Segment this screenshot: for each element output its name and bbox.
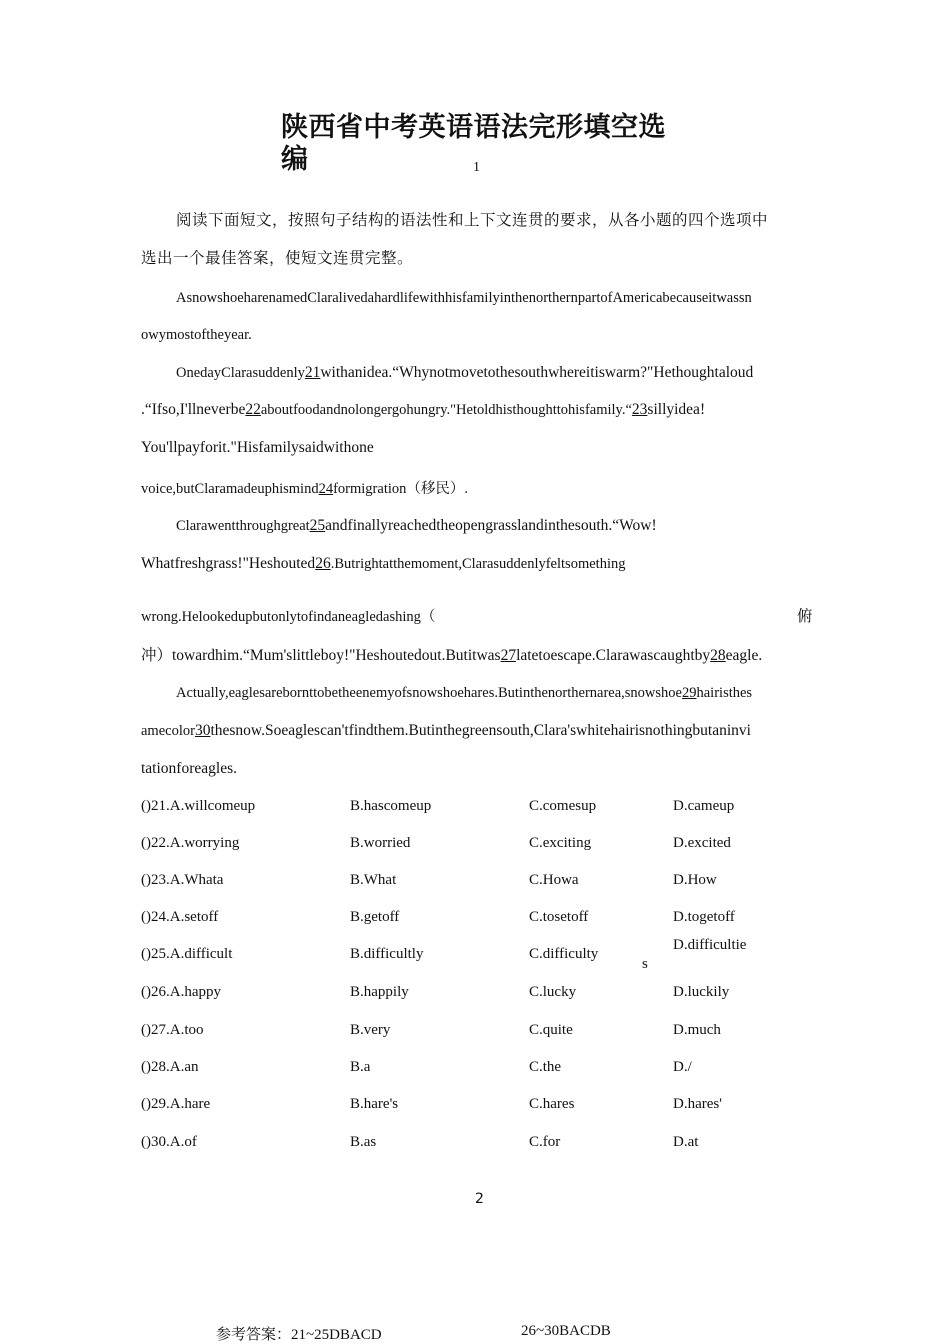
option-d: D.cameup: [673, 798, 735, 814]
question-22: ()22.A.worrying: [141, 835, 240, 851]
text-segment: eagle.: [725, 647, 763, 664]
passage-p3-line3: wrong.Helookedupbutonlytofindaneagledashing（: [141, 609, 436, 625]
page-marker: 1: [473, 160, 480, 175]
passage-p2-line3: You'llpayforit."Hisfamilysaidwithone: [141, 439, 374, 456]
blank-25: 25: [309, 517, 326, 534]
question-24: ()24.A.setoff: [141, 909, 219, 925]
blank-21: 21: [304, 364, 321, 381]
question-25: ()25.A.difficult: [141, 946, 233, 962]
question-28: ()28.A.an: [141, 1059, 199, 1075]
text-segment: sillyidea!: [647, 401, 706, 418]
option-c: C.exciting: [529, 835, 592, 851]
option-d: D.hares': [673, 1096, 722, 1112]
text-segment: .“Ifso,I'llneverbe: [141, 401, 246, 418]
text-segment: .Butrightatthemoment,Clarasuddenlyfeltsomething: [330, 556, 626, 572]
blank-28: 28: [710, 647, 726, 664]
option-c: C.quite: [529, 1022, 573, 1038]
document-title-line2: 编: [281, 144, 309, 175]
option-b: B.getoff: [350, 909, 400, 925]
question-21: ()21.A.willcomeup: [141, 798, 256, 814]
option-b: B.happily: [350, 984, 409, 1000]
text-segment: 冲）towardhim.“Mum'slittleboy!"Heshoutedout.Butitwas: [141, 647, 501, 664]
blank-29: 29: [682, 685, 697, 701]
question-23: ()23.A.Whata: [141, 872, 224, 888]
blank-22: 22: [245, 401, 261, 418]
option-b: B.difficultly: [350, 946, 424, 962]
passage-p3-line2: [141, 555, 625, 573]
option-c: C.difficulty: [529, 946, 599, 962]
blank-26: 26: [315, 555, 331, 572]
option-c: C.lucky: [529, 984, 577, 1000]
option-d: D.togetoff: [673, 909, 735, 925]
option-d-wrap: s: [642, 956, 648, 972]
text-segment: hairisthes: [696, 685, 753, 701]
passage-p1-line2: owymostoftheyear.: [141, 327, 252, 343]
page-number: 2: [475, 1191, 484, 1207]
text-segment: andfinallyreachedtheopengrasslandinthesouth.“Wow!: [325, 517, 657, 534]
text-segment: latetoescape.Clarawascaughtby: [516, 647, 711, 664]
option-c: C.for: [529, 1134, 561, 1150]
option-c: C.the: [529, 1059, 562, 1075]
option-b: B.very: [350, 1022, 391, 1038]
option-c: C.comesup: [529, 798, 597, 814]
text-segment: Actually,eaglesarebornttobetheenemyofsnowshoehares.Butinthenorthernarea,snowshoe: [176, 685, 682, 701]
text-segment: OnedayClarasuddenly: [176, 365, 305, 381]
instruction-line1: 阅读下面短文，按照句子结构的语法性和上下文连贯的要求，从各小题的四个选项中: [176, 211, 769, 229]
blank-30: 30: [194, 722, 211, 739]
option-d: D.difficultie: [673, 937, 747, 953]
question-26: ()26.A.happy: [141, 984, 221, 1000]
option-d: D.at: [673, 1134, 699, 1150]
option-c: C.tosetoff: [529, 909, 589, 925]
text-segment: aboutfoodandnolongergohungry."Hetoldhisthoughttohisfamily.“: [260, 402, 632, 418]
text-segment: Whatfreshgrass!"Heshouted: [141, 555, 316, 572]
answer-key-part2: 26~30BACDB: [521, 1323, 611, 1339]
passage-p3-line3-tail: 俯: [797, 607, 814, 625]
option-d: D.How: [673, 872, 717, 888]
option-b: B.hascomeup: [350, 798, 432, 814]
text-segment: voice,butClaramadeuphismind: [141, 481, 319, 497]
text-segment: formigration（移民）.: [333, 481, 469, 497]
option-b: B.as: [350, 1134, 377, 1150]
document-title-line1: 陕西省中考英语语法完形填空选: [281, 112, 666, 143]
option-c: C.hares: [529, 1096, 575, 1112]
passage-p4-line1: [176, 685, 752, 702]
option-b: B.hare's: [350, 1096, 399, 1112]
question-27: ()27.A.too: [141, 1022, 204, 1038]
blank-27: 27: [500, 647, 517, 664]
option-d: D.luckily: [673, 984, 730, 1000]
option-d: D.excited: [673, 835, 731, 851]
option-c: C.Howa: [529, 872, 579, 888]
blank-23: 23: [631, 401, 648, 418]
passage-p4-line2: [141, 722, 751, 740]
passage-p1-line1: AsnowshoeharenamedClaralivedahardlifewithhisfamilyinthenorthernpartofAmericabecauseitwassn: [176, 290, 752, 306]
text-segment: withanidea.“Whynotmovetothesouthwhereitiswarm?"Hethoughtaloud: [320, 364, 754, 381]
passage-p4-line3: tationforeagles.: [141, 760, 237, 777]
question-30: ()30.A.of: [141, 1134, 197, 1150]
answer-key-part1: 参考答案：21~25DBACD: [216, 1327, 382, 1343]
option-b: B.What: [350, 872, 397, 888]
passage-p2-line4: [141, 477, 468, 498]
passage-p3-line4: [141, 643, 762, 665]
passage-p2-line2: [141, 401, 705, 419]
text-segment: amecolor: [141, 723, 195, 739]
option-d: D./: [673, 1059, 692, 1075]
text-segment: Clarawentthroughgreat: [176, 518, 310, 534]
blank-24: 24: [318, 481, 334, 497]
option-b: B.a: [350, 1059, 371, 1075]
option-d: D.much: [673, 1022, 721, 1038]
question-29: ()29.A.hare: [141, 1096, 211, 1112]
instruction-line2: 选出一个最佳答案，使短文连贯完整。: [141, 249, 414, 267]
text-segment: thesnow.Soeaglescan'tfindthem.Butinthegreensouth,Clara'swhitehairisnothingbutaninvi: [210, 722, 751, 739]
option-b: B.worried: [350, 835, 411, 851]
passage-p2-line1: [176, 364, 753, 382]
passage-p3-line1: [176, 517, 657, 535]
